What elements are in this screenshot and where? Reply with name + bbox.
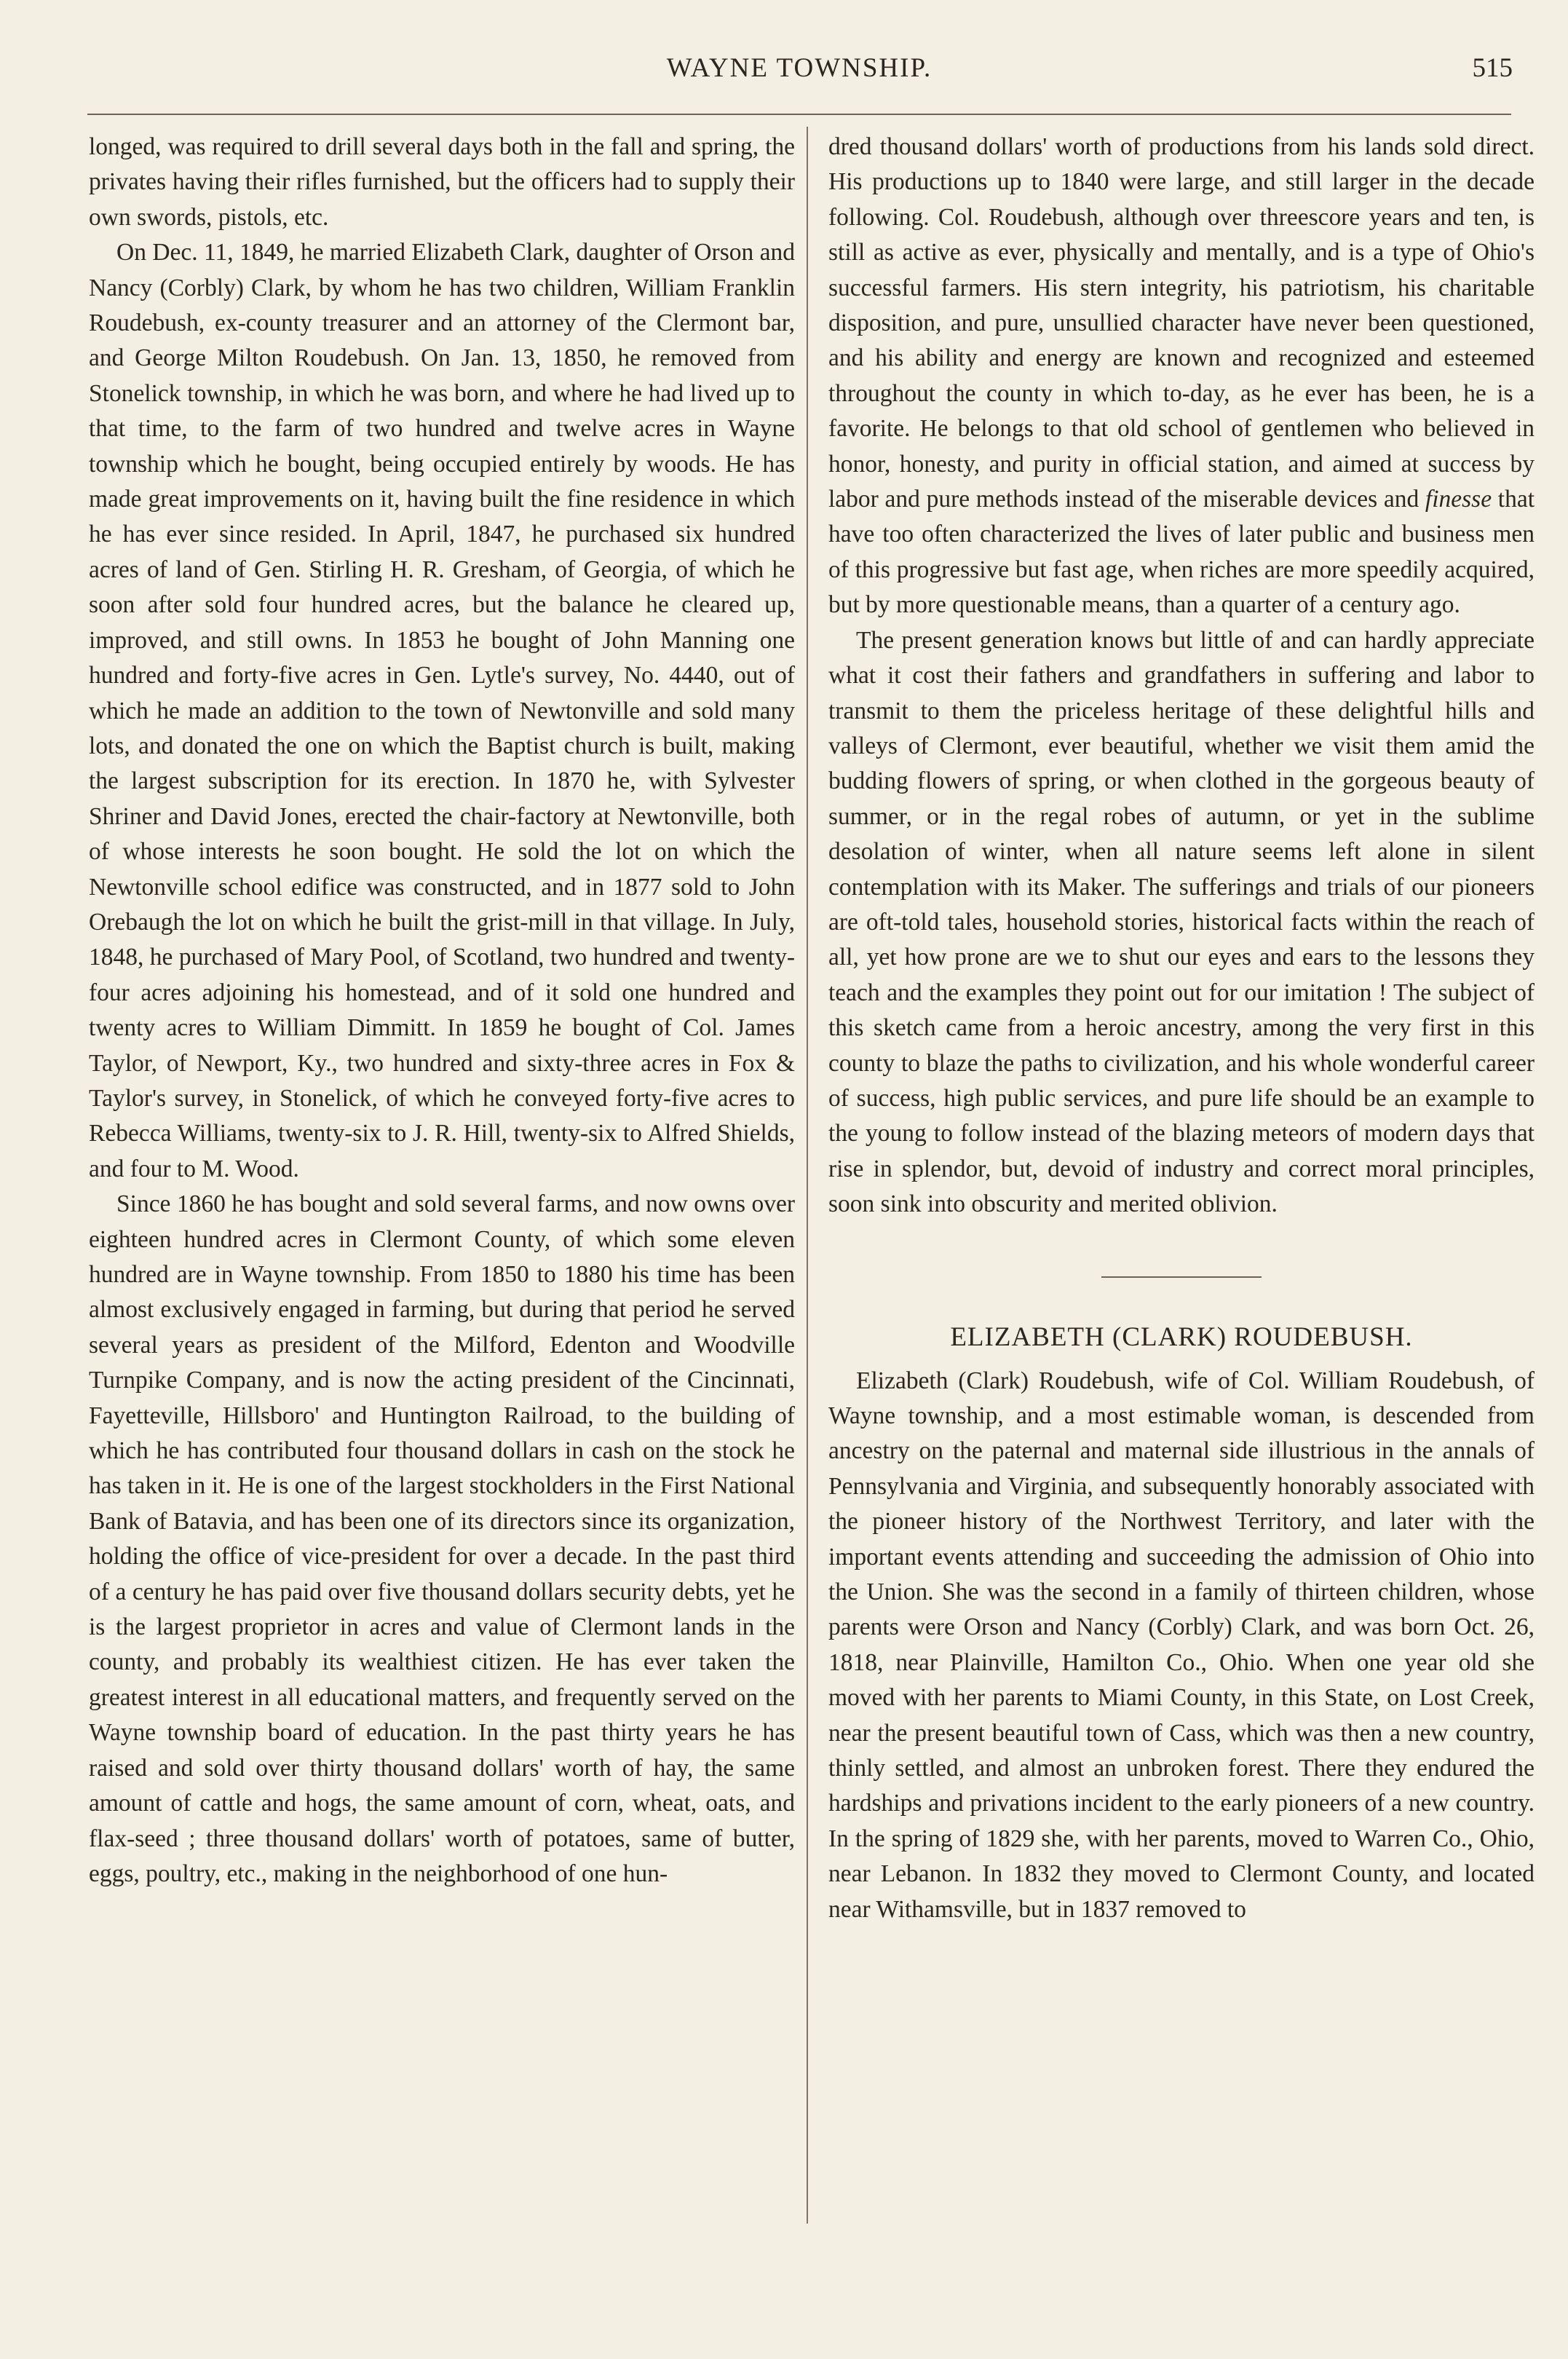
paragraph: Elizabeth (Clark) Roudebush, wife of Col. William Roudebush, of Wayne township, and a most estimable woman, is descended from ancestry on the paternal and maternal side illustrious in the annals of Pennsylvania and Virginia, and subsequently honorably associated with the pioneer history of the Northwest Territory, and later with the important events attending and succeeding the admission of Ohio into the Union. She was the second in a family of thirteen children, whose parents were Orson and Nancy (Corbly) Clark, and was born Oct. 26, 1818, near Plainville, Hamilton Co., Ohio. When one year old she moved with her parents to Miami County, in this State, on Lost Creek, near the present beautiful town of Cass, which was then a new country, thinly settled, and almost an unbroken forest. There they endured the hardships and privations incident to the early pioneers of a new country. In the spring of 1829 she, with her parents, moved to Warren Co., Ohio, near Lebanon. In 1832 they moved to Clermont County, and located near Withamsville, but in 1837 removed to xyxy=(828,1367,1535,1923)
paragraph: The present generation knows but little of and can hardly appreciate what it cost their fathers and grandfathers in suffering and labor to transmit to them the priceless heritage of these delightful hills and valleys of Clermont, ever beautiful, whether we visit them amid the budding flowers of spring, or when clothed in the gorgeous beauty of summer, or in the regal robes of autumn, or yet in the sublime desolation of winter, when all nature seems left alone in silent contemplation with its Maker. The sufferings and trials of our pioneers are oft-told tales, household stories, historical facts within the reach of all, yet how prone are we to shut our eyes and ears to the lessons they teach and the examples they point out for our imitation ! The subject of this sketch came from a heroic ancestry, among the very first in this county to blaze the paths to civilization, and his whole wonderful career of success, high public services, and pure life should be an example to the young to follow instead of the blazing meteors of modern days that rise in splendor, but, devoid of industry and correct moral principles, soon sink into obscurity and merited oblivion. xyxy=(828,626,1535,1218)
paragraph: longed, was required to drill several days both in the fall and spring, the privates having their rifles furnished, but the officers had to supply their own swords, pistols, etc. xyxy=(89,133,795,231)
italic-term: finesse xyxy=(1425,486,1492,513)
running-head: WAYNE TOWNSHIP. xyxy=(666,53,933,83)
page-number: 515 xyxy=(1472,53,1513,83)
paragraph xyxy=(828,130,1535,623)
paragraph-text: that have too often characterized the lives of later public and business men of this progressive but fast age, when riches are more speedily acquired, but by more questionable means, than a quarter of a century ago. xyxy=(828,486,1535,619)
paragraph-text: dred thousand dollars' worth of productions from his lands sold direct. His productions up to 1840 were large, and still larger in the decade following. Col. Roudebush, although over threescore years and ten, is still as active as ever, physically and mentally, and is a type of Ohio's successful farmers. His stern integrity, his patriotism, his charitable disposition, and pure, unsullied character have never been questioned, and his ability and energy are known and recognized and esteemed throughout the county in which to-day, as he ever has been, he is a favorite. He belongs to that old school of gentlemen who believed in honor, honesty, and purity in official station, and aimed at success by labor and pure methods instead of the miserable devices and xyxy=(828,133,1535,513)
column-divider xyxy=(807,127,808,2224)
paragraph: On Dec. 11, 1849, he married Elizabeth Clark, daughter of Orson and Nancy (Corbly) Clark, by whom he has two children, William Franklin Roudebush, ex-county treasurer and an attorney of the Clermont bar, and George Milton Roudebush. On Jan. 13, 1850, he removed from Stonelick township, in which he was born, and where he had lived up to that time, to the farm of two hundred and twelve acres in Wayne township which he bought, being occupied entirely by woods. He has made great improvements on it, having built the fine residence in which he has ever since resided. In April, 1847, he purchased six hundred acres of land of Gen. Stirling H. R. Gresham, of Georgia, of which he soon after sold four hundred acres, but the balance he cleared up, improved, and still owns. In 1853 he bought of John Manning one hundred and forty-five acres in Gen. Lytle's survey, No. 4440, out of which he made an addition to the town of Newtonville and sold many lots, and donated the one on which the Baptist church is built, making the largest subscription for its erection. In 1870 he, with Sylvester Shriner and David Jones, erected the chair-factory at Newtonville, both of whose interests he soon bought. He sold the lot on which the Newtonville school edifice was constructed, and in 1877 sold to John Orebaugh the lot on which he built the grist-mill in that village. In July, 1848, he purchased of Mary Pool, of Scotland, two hundred and twenty-four acres adjoining his homestead, and of it sold one hundred and twenty acres to William Dimmitt. In 1859 he bought of Col. James Taylor, of Newport, Ky., two hundred and sixty-three acres in Fox & Taylor's survey, in Stonelick, of which he conveyed forty-five acres to Rebecca Williams, twenty-six to J. R. Hill, twenty-six to Alfred Shields, and four to M. Wood. xyxy=(89,239,795,1182)
paragraph: Since 1860 he has bought and sold several farms, and now owns over eighteen hundred acres in Clermont County, of which some eleven hundred are in Wayne township. From 1850 to 1880 his time has been almost exclusively engaged in farming, but during that period he served several years as president of the Milford, Edenton and Woodville Turnpike Company, and is now the acting president of the Cincinnati, Fayetteville, Hillsboro' and Huntington Railroad, to the building of which he has contributed four thousand dollars in cash on the stock he has taken in it. He is one of the largest stockholders in the First National Bank of Batavia, and has been one of its directors since its organization, holding the office of vice-president for over a decade. In the past third of a century he has paid over five thousand dollars security debts, yet he is the largest proprietor in acres and value of Clermont lands in the county, and probably its wealthiest citizen. He has ever taken the greatest interest in all educational matters, and frequently served on the Wayne township board of education. In the past thirty years he has raised and sold over thirty thousand dollars' worth of hay, the same amount of cattle and hogs, the same amount of corn, wheat, oats, and flax-seed ; three thousand dollars' worth of potatoes, same of butter, eggs, poultry, etc., making in the neighborhood of one hun- xyxy=(89,1190,795,1887)
right-column xyxy=(828,130,1535,1927)
section-rule xyxy=(1101,1276,1262,1278)
left-column xyxy=(89,130,795,1892)
page-header xyxy=(86,45,1513,89)
header-rule xyxy=(87,114,1511,115)
section-title: ELIZABETH (CLARK) ROUDEBUSH. xyxy=(950,1321,1413,1352)
